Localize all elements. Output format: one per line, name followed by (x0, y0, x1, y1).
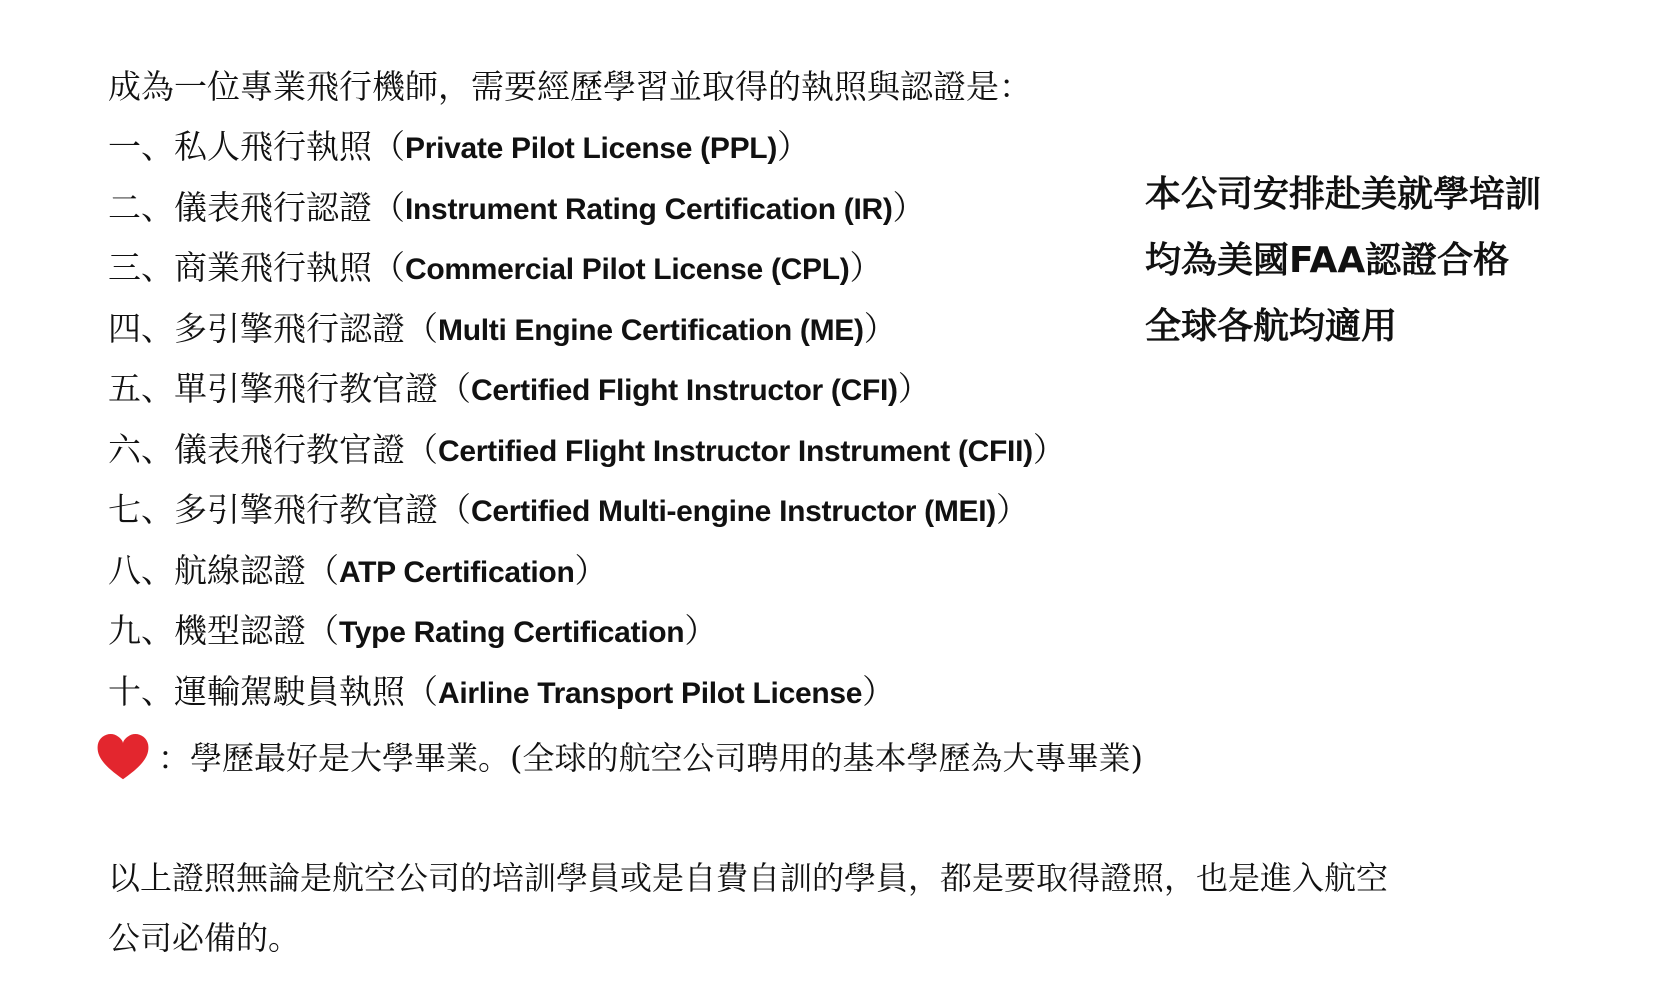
list-item (108, 304, 1066, 365)
item-english: Instrument Rating Certification (IR) (405, 192, 893, 226)
item-close: ） (892, 187, 926, 227)
item-prefix: 五、單引擎飛行教官證（ (108, 369, 471, 408)
item-close: ） (863, 308, 897, 348)
item-english: Certified Flight Instructor Instrument (CFII) (438, 434, 1033, 468)
item-prefix: 九、機型認證（ (108, 611, 339, 650)
item-prefix: 十、運輸駕駛員執照（ (108, 671, 438, 711)
side-callout (1145, 162, 1541, 360)
item-english: Private Pilot License (PPL) (405, 132, 778, 165)
side-line: 本公司安排赴美就學培訓 (1145, 174, 1542, 215)
item-close: ） (897, 369, 931, 408)
item-english: Airline Transport Pilot License (438, 676, 863, 710)
item-english: ATP Certification (339, 555, 575, 589)
list-item (108, 485, 1066, 546)
item-prefix: 一、私人飛行執照（ (108, 127, 405, 166)
heart-icon (94, 727, 152, 785)
note-text: ：學歷最好是大學畢業。(全球的航空公司聘用的基本學歷為大專畢業) (158, 739, 1143, 777)
item-close: ） (849, 248, 883, 287)
item-prefix: 三、商業飛行執照（ (108, 248, 405, 287)
footer-paragraph (108, 848, 1568, 968)
item-close: ） (995, 490, 1029, 529)
intro-text: 成為一位專業飛行機師，需要經歷學習並取得的執照與認證是： (108, 67, 1032, 106)
item-english: Certified Multi-engine Instructor (MEI) (471, 495, 996, 528)
footer-line: 以上證照無論是航空公司的培訓學員或是自費自訓的學員，都是要取得證照，也是進入航空 (108, 859, 1389, 897)
list-item (108, 183, 1066, 244)
item-close: ） (1032, 429, 1066, 469)
item-prefix: 八、航線認證（ (108, 550, 339, 590)
license-list (108, 122, 1066, 727)
item-english: Commercial Pilot License (CPL) (405, 253, 850, 286)
list-item (108, 364, 1066, 425)
list-item (108, 122, 1066, 183)
side-line: 全球各航均適用 (1145, 306, 1398, 347)
item-english: Multi Engine Certification (ME) (438, 313, 864, 347)
list-item (108, 243, 1066, 304)
list-item (108, 667, 1066, 728)
item-english: Type Rating Certification (339, 616, 685, 649)
item-close: ） (862, 671, 896, 711)
item-prefix: 四、多引擎飛行認證（ (108, 308, 438, 348)
item-prefix: 二、儀表飛行認證（ (108, 187, 405, 227)
list-item (108, 606, 1066, 667)
item-prefix: 七、多引擎飛行教官證（ (108, 490, 471, 529)
item-close: ） (777, 127, 811, 166)
list-item (108, 425, 1066, 486)
education-note (94, 728, 1143, 784)
item-close: ） (684, 611, 718, 650)
side-line: 均為美國FAA認證合格 (1145, 240, 1510, 281)
list-item (108, 546, 1066, 607)
item-prefix: 六、儀表飛行教官證（ (108, 429, 438, 469)
item-english: Certified Flight Instructor (CFI) (471, 374, 898, 407)
item-close: ） (574, 550, 608, 590)
footer-line: 公司必備的。 (108, 919, 301, 957)
